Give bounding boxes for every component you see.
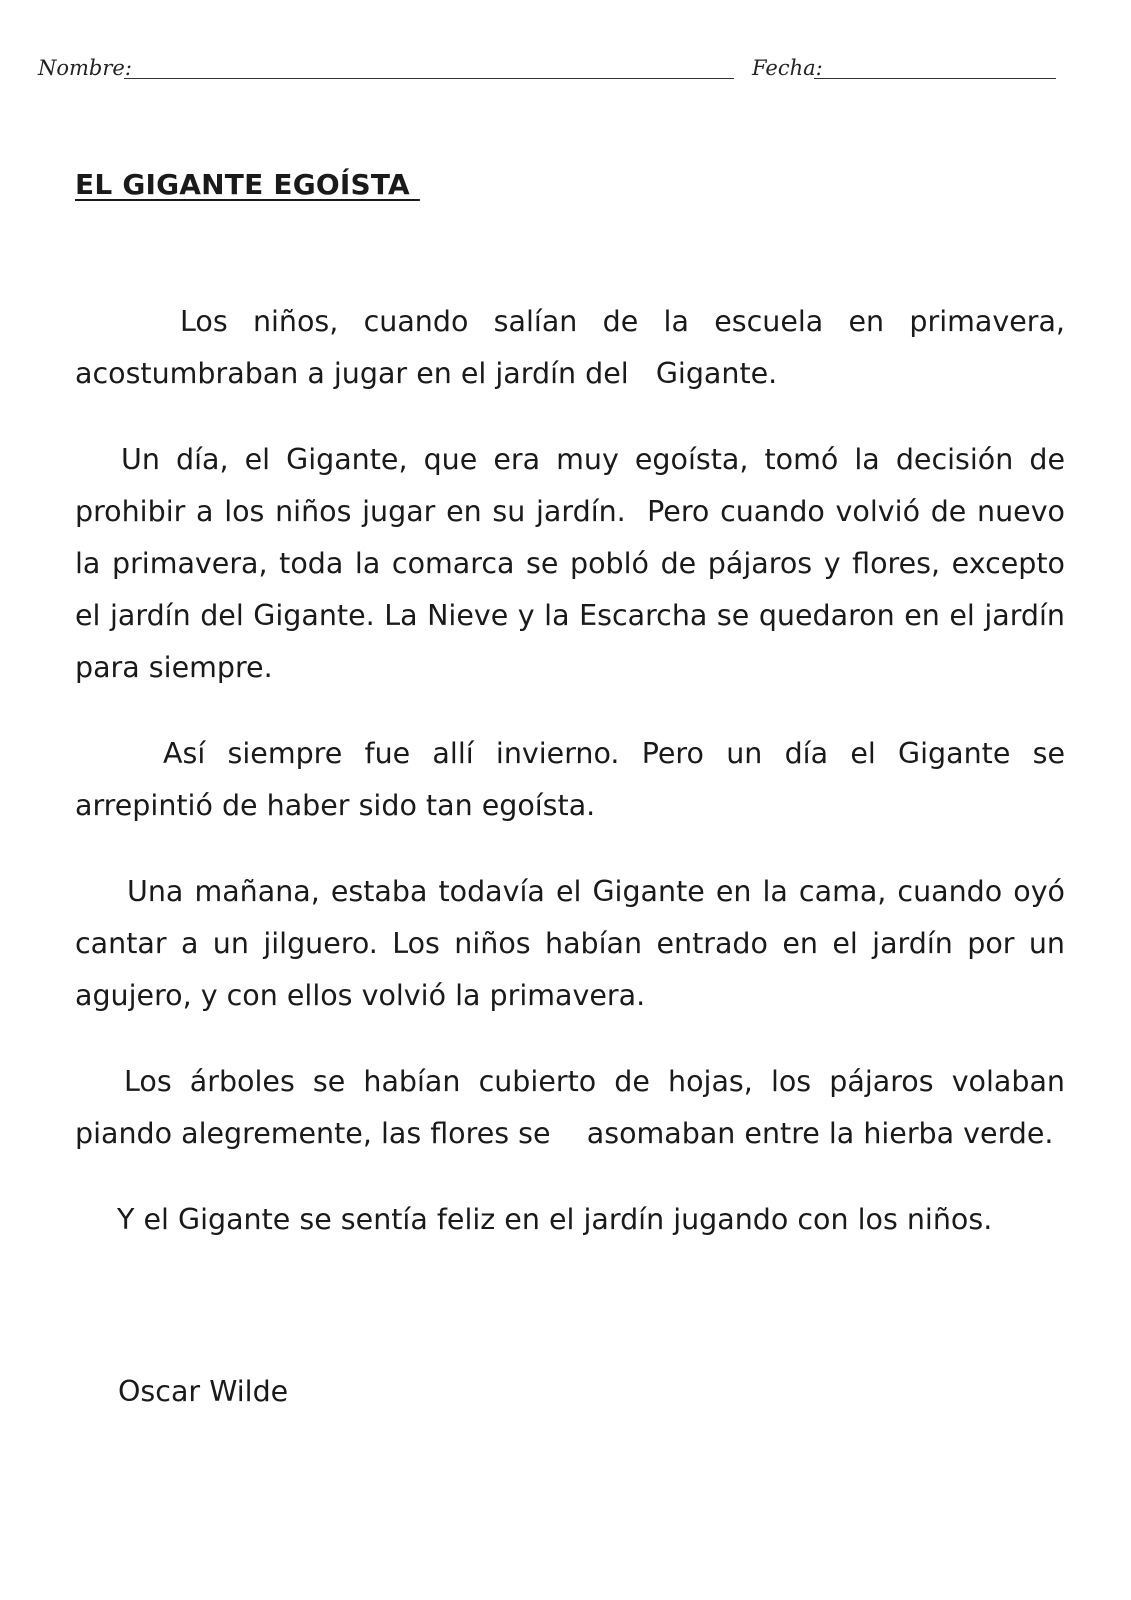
story-title: EL GIGANTE EGOÍSTA (75, 168, 420, 201)
story-paragraph-1: Los niños, cuando salían de la escuela en primavera, acostumbraban a jugar en el jardín del Gigante. (75, 305, 1075, 390)
date-line (814, 78, 1056, 79)
name-label: Nombre: (38, 56, 132, 80)
story-paragraph-3: Así siempre fue allí invierno. Pero un día el Gigante se arrepintió de haber sido tan egoísta. (75, 737, 1075, 822)
date-label: Fecha: (752, 56, 823, 80)
story-paragraph-5: Los árboles se habían cubierto de hojas, los pájaros volaban piando alegremente, las flores se asomaban entre la hierba verde. (75, 1065, 1075, 1150)
author-name: Oscar Wilde (118, 1375, 289, 1408)
story-paragraph-4: Una mañana, estaba todavía el Gigante en la cama, cuando oyó cantar a un jilguero. Los niños habían entrado en el jardín por un agujero, y con ellos volvió la primavera. (75, 875, 1075, 1012)
worksheet-header (38, 52, 1078, 88)
story-paragraph-6: Y el Gigante se sentía feliz en el jardín jugando con los niños. (117, 1203, 993, 1236)
name-line (124, 78, 734, 79)
story-body (75, 296, 1075, 1280)
story-paragraph-2: Un día, el Gigante, que era muy egoísta, tomó la decisión de prohibir a los niños jugar en su jardín. Pero cuando volvió de nuevo la primavera, toda la comarca se pobló de pájaros y flores, excepto el jardín del Gigante. La Nieve y la Escarcha se quedaron en el jardín para siempre. (75, 443, 1075, 684)
